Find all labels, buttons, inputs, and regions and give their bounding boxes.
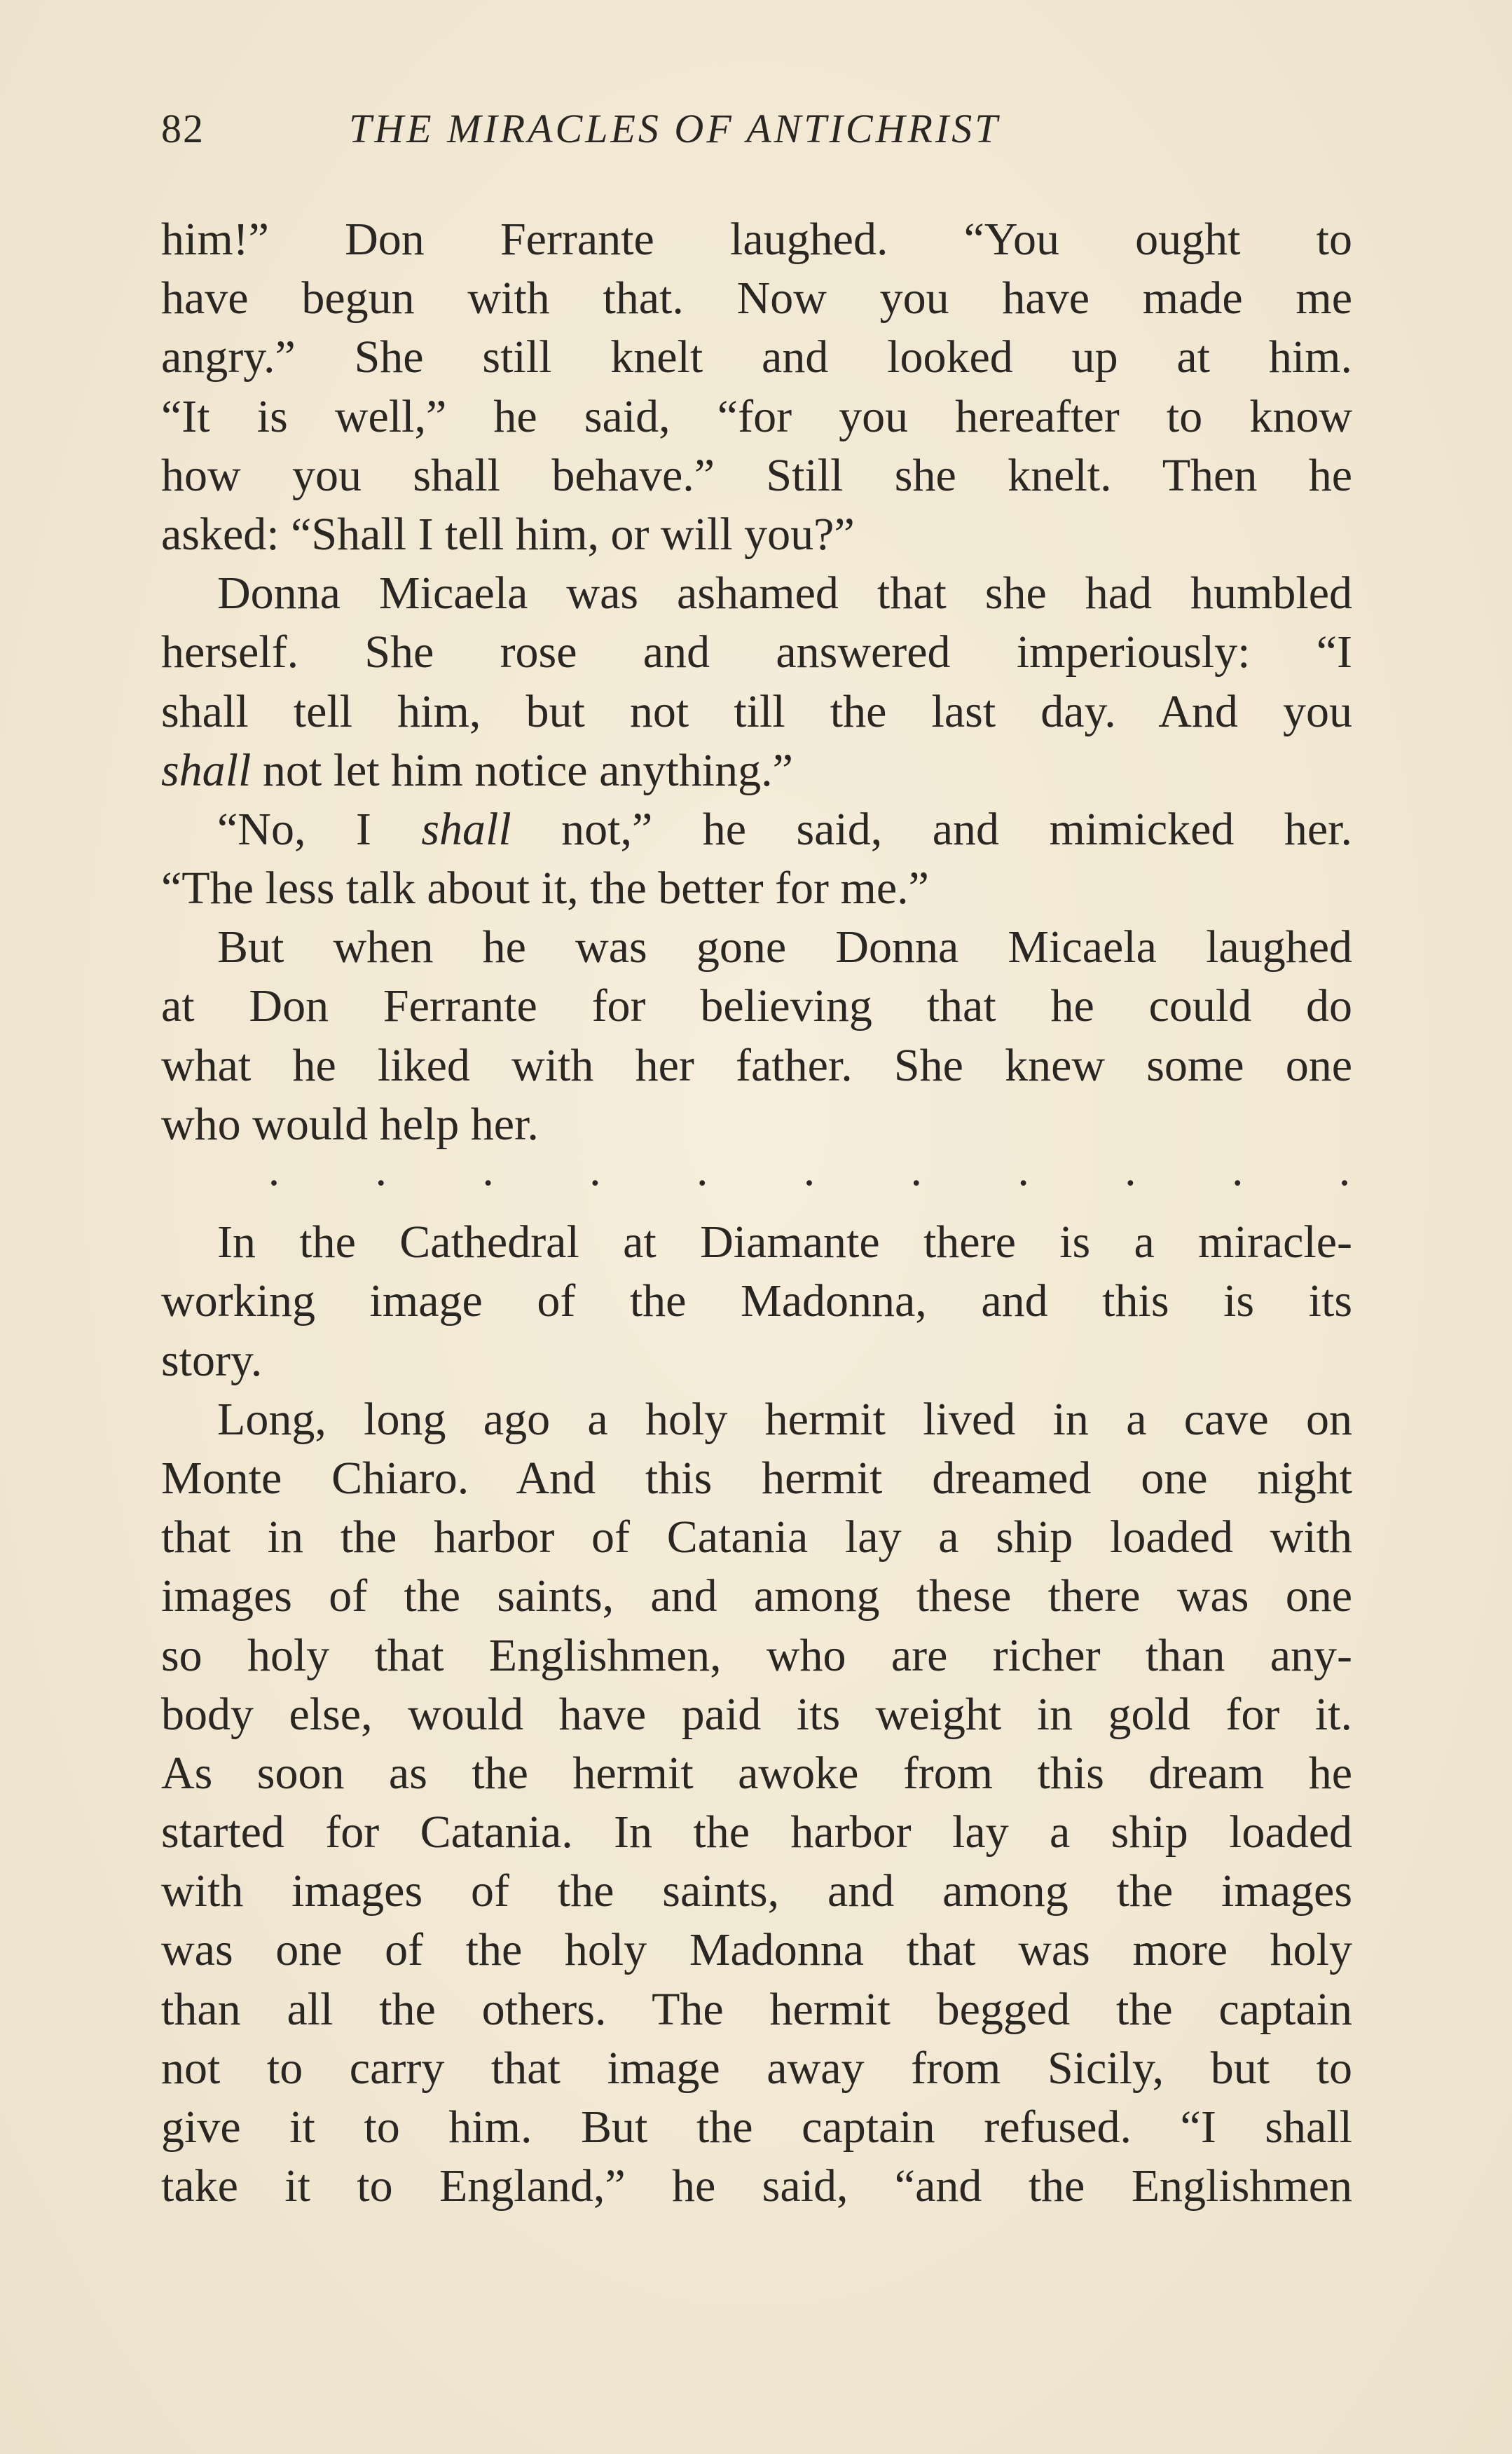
section-break-dots: · · · · · · · · · · ·: [266, 1158, 1352, 1209]
text-fragment: not,” he said, and mimicked her.: [511, 803, 1352, 855]
page-number: 82: [161, 106, 205, 151]
body-text: [161, 210, 1352, 2216]
text-line: “The less talk about it, the better for me.”: [161, 863, 929, 914]
text-line: have begun with that. Now you have made me: [161, 273, 1352, 324]
text-line: angry.” She still knelt and looked up at him.: [161, 331, 1352, 383]
text-line: who would help her.: [161, 1098, 539, 1150]
text-line: story.: [161, 1334, 263, 1386]
text-line: shall tell him, but not till the last day. And you: [161, 685, 1352, 737]
italic-emphasis: shall: [161, 744, 252, 796]
text-line: that in the harbor of Catania lay a ship loaded with: [161, 1512, 1352, 1563]
text-line: at Don Ferrante for believing that he could do: [161, 980, 1352, 1032]
text-line: with images of the saints, and among the images: [161, 1865, 1352, 1917]
text-line: asked: “Shall I tell him, or will you?”: [161, 508, 855, 560]
text-fragment: “No, I: [217, 803, 422, 855]
text-line: images of the saints, and among these there was one: [161, 1570, 1352, 1622]
text-line: how you shall behave.” Still she knelt. Then he: [161, 449, 1352, 501]
text-line: working image of the Madonna, and this is its: [161, 1275, 1352, 1327]
text-line: [161, 800, 1352, 859]
text-line: Monte Chiaro. And this hermit dreamed one night: [161, 1452, 1352, 1504]
running-head: [161, 105, 1352, 168]
running-title: THE MIRACLES OF ANTICHRIST: [349, 106, 1001, 151]
text-line: him!” Don Ferrante laughed. “You ought to: [161, 214, 1352, 265]
text-line: Donna Micaela was ashamed that she had humbled: [217, 568, 1352, 619]
italic-emphasis: shall: [421, 803, 511, 855]
text-line: started for Catania. In the harbor lay a ship loaded: [161, 1807, 1352, 1858]
text-line: [161, 741, 1352, 800]
text-line: As soon as the hermit awoke from this dream he: [161, 1747, 1352, 1799]
text-line: not to carry that image away from Sicily, but to: [161, 2042, 1352, 2094]
text-line: so holy that Englishmen, who are richer than any-: [161, 1629, 1352, 1681]
text-line: Long, long ago a holy hermit lived in a cave on: [217, 1393, 1352, 1445]
text-line: take it to England,” he said, “and the Englishmen: [161, 2160, 1352, 2212]
text-line: In the Cathedral at Diamante there is a miracle-: [217, 1216, 1352, 1268]
text-line: body else, would have paid its weight in gold for it.: [161, 1688, 1352, 1740]
text-line: was one of the holy Madonna that was more holy: [161, 1924, 1352, 1976]
text-line: what he liked with her father. She knew some one: [161, 1039, 1352, 1091]
text-line: But when he was gone Donna Micaela laughed: [217, 921, 1352, 973]
text-line: than all the others. The hermit begged the captain: [161, 1983, 1352, 2035]
text-line: give it to him. But the captain refused. “I shall: [161, 2102, 1352, 2153]
text-line: “It is well,” he said, “for you hereafter to know: [161, 390, 1352, 442]
text-fragment: not let him notice anything.”: [251, 744, 793, 796]
text-line: herself. She rose and answered imperiously: “I: [161, 626, 1352, 678]
